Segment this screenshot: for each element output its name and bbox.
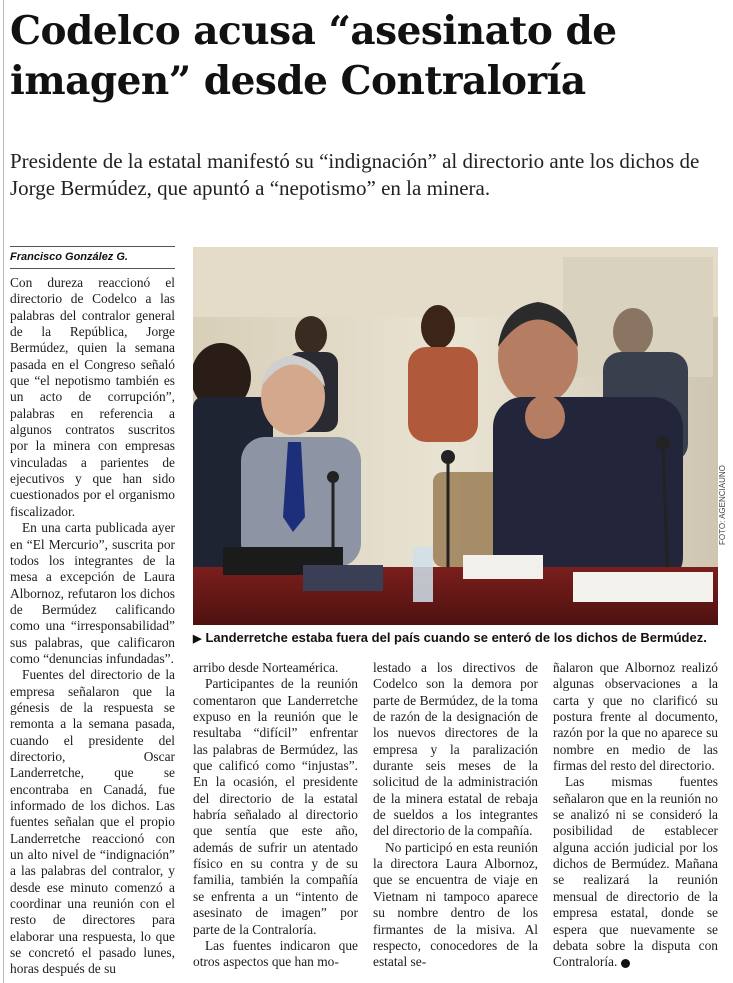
byline-rule-bottom [10,268,175,269]
paragraph: Participantes de la reunión comentaron que Landerretche expuso en la reunión que le resultaba “difícil” enfrentar las palabras de Bermúdez, las que calificó como “injustas”. En la ocasión, el presidente del directorio de la estatal habría señalado al directorio que sentía que este año, además de sufrir un atentado físico en su contra y de su familia, también la compañía se enfrenta a un “intento de asesinato de imagen” por parte de la Contraloría. [193,676,358,937]
paragraph: No participó en esta reunión la directora Laura Albornoz, que se encuentra de viaje en Vietnam ni tampoco aparece su nombre dentro de los firmantes de la misiva. Al respecto, conocedores de la estatal se- [373,839,538,970]
paragraph: Fuentes del directorio de la empresa señalaron que la génesis de la respuesta se remonta a la semana pasada, cuando el presidente del directorio, Oscar Landerretche, que se encontraba en Canadá, fue informado de los dichos. Las fuentes señalan que el propio Landerretche reaccionó con un alto nivel de “indignación” a las palabras del contralor, y desde ese minuto comenzó a coordinar una reunión con el resto de directores para elaborar una respuesta, lo que se concretó el pasado lunes, horas después de su [10,667,175,977]
caption-arrow-icon: ▶ [193,633,202,645]
paragraph-text: Las mismas fuentes señalaron que en la reunión no se analizó ni se consideró la posibilidad de establecer alguna acción judicial por los dichos de Bermúdez. Mañana se realizará la reunión mensual de directorio de la empresa estatal, donde se espera que nuevamente se debata sobre la disputa con Contraloría. [553,774,718,970]
paragraph: En una carta publicada ayer en “El Mercurio”, suscrita por todos los integrantes de la mesa a excepción de Laura Albornoz, refutaron los dichos de Bermúdez calificando como una “irresponsabilidad” sus palabras, que calificaron como “denuncias infundadas”. [10,520,175,666]
photo-credit: FOTO: AGENCIAUNO [718,465,727,545]
article-column-3 [373,660,538,978]
paragraph: ñalaron que Albornoz realizó algunas observaciones a la carta y que no clarificó su postura frente al documento, razón por la que no aparece su nombre en medio de las firmas del resto del directorio. [553,660,718,774]
photo-caption-text: Landerretche estaba fuera del país cuando se enteró de los dichos de Bermúdez. [205,630,707,645]
headline: Codelco acusa “asesinato de imagen” desde Contraloría [10,8,617,104]
paragraph: lestado a los directivos de Codelco son la demora por parte de Bermúdez, de la toma de razón de la designación de los nuevos directores de la empresa y la paralización durante seis meses de la solicitud de la administración de la minera estatal de rebaja de sueldos a los integrantes del directorio de la compañía. [373,660,538,839]
end-of-article-dot-icon [621,959,630,968]
photo-caption [193,630,723,645]
paragraph: arribo desde Norteamérica. [193,660,339,675]
article-column-4 [553,660,718,978]
photo-illustration [193,247,718,625]
paragraph [553,774,718,970]
page-margin-rule [3,0,4,983]
article-column-1 [10,275,175,977]
byline-rule-top [10,246,175,247]
paragraph: Las fuentes indicaron que otros aspectos que han mo- [193,937,358,970]
lead-paragraph: Presidente de la estatal manifestó su “indignación” al directorio ante los dichos de Jorge Bermúdez, que apuntó a “nepotismo” en la minera. [10,149,700,200]
news-photo [193,247,718,625]
article-column-2 [193,660,358,978]
paragraph: Con dureza reaccionó el directorio de Codelco a las palabras del contralor general de la República, Jorge Bermúdez, quien la semana pasada en el Congreso señaló que “el nepotismo también es un acto de corrupción”, palabras en referencia a algunos contratos suscritos por la minera con empresas vinculadas a parientes de ejecutivos y que han sido cuestionados por el organismo fiscalizador. [10,275,175,519]
byline: Francisco González G. [10,251,128,263]
